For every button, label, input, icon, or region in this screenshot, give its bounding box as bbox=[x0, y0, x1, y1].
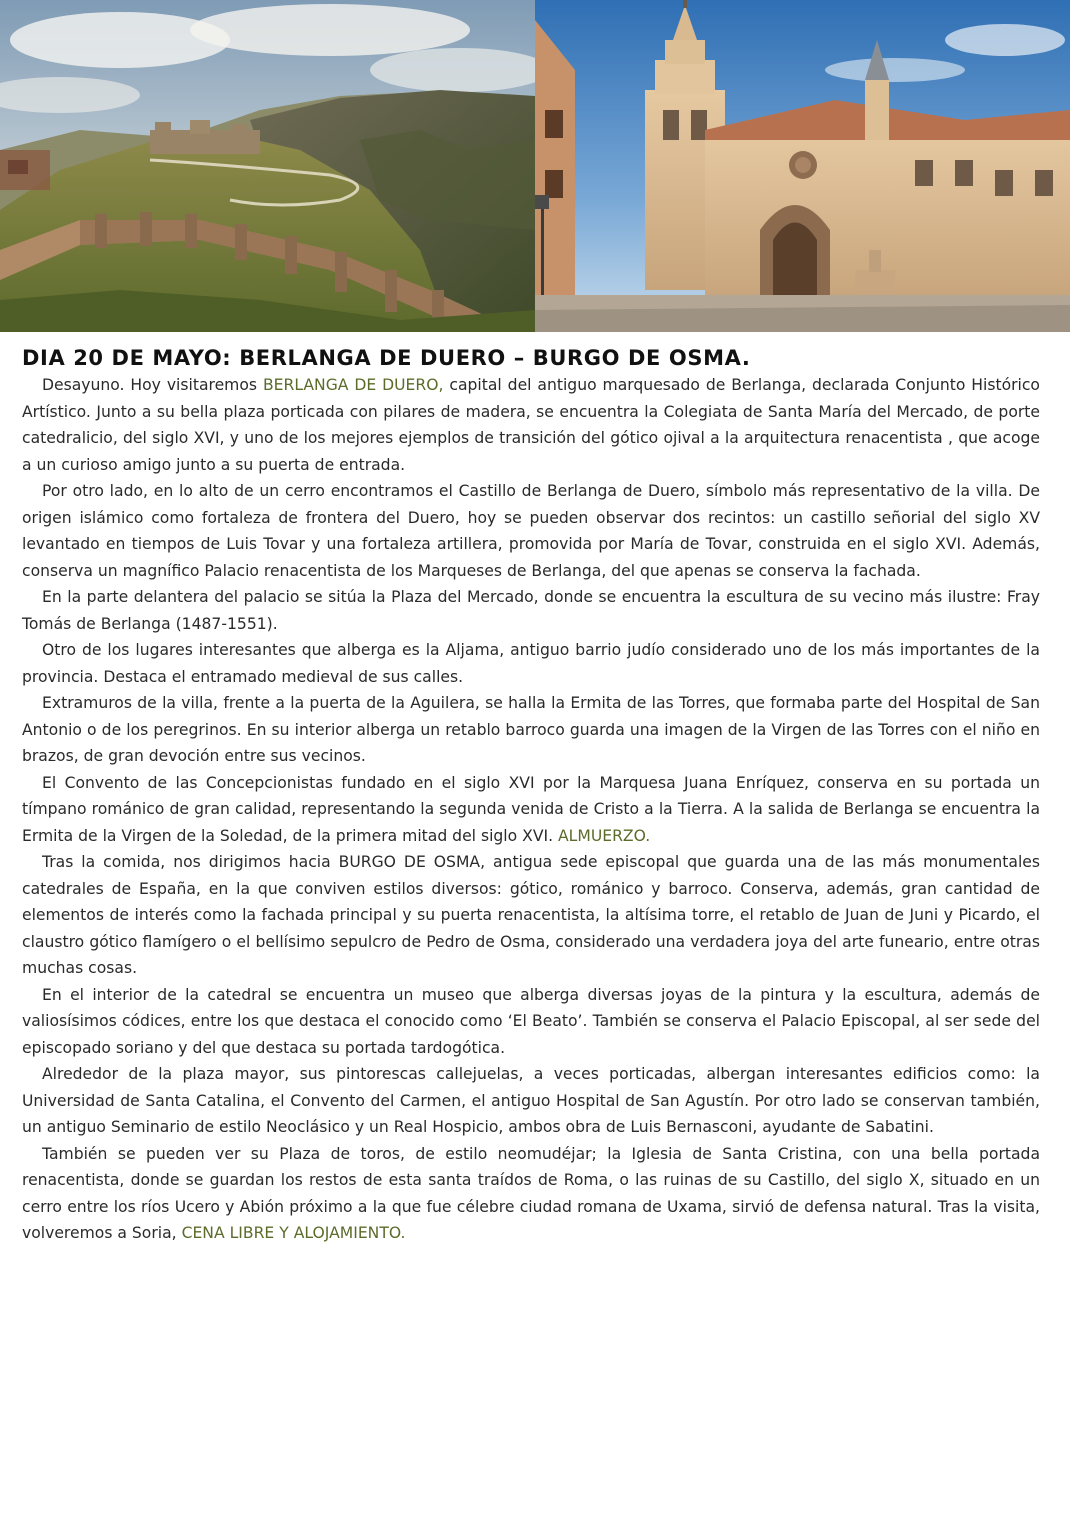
article bbox=[22, 346, 1040, 1247]
paragraph-castillo: Por otro lado, en lo alto de un cerro encontramos el Castillo de Berlanga de Duero, símbolo más representativo de la villa. De origen islámico como fortaleza de frontera del Duero, hoy se pueden observar dos recintos: un castillo señorial del siglo XV levantado en tiempos de Luis Tovar y una fortaleza artillera, promovida por María de Tovar, construida en el siglo XVI. Además, conserva un magnífico Palacio renacentista de los Marqueses de Berlanga, del que apenas se conserva la fachada. bbox=[22, 482, 1040, 580]
paragraph-convento: El Convento de las Concepcionistas fundado en el siglo XVI por la Marquesa Juana Enríquez, conserva en su portada un tímpano románico de gran calidad, representando la segunda venida de Cristo a la Tierra. A la salida de Berlanga se encuentra la Ermita de la Virgen de la Soledad, de la primera mitad del siglo XVI. ALMUERZO. bbox=[22, 773, 1040, 845]
berlanga-castle-photo bbox=[0, 0, 535, 332]
castle-landscape-illustration bbox=[0, 0, 535, 332]
paragraph-berlanga-intro: Desayuno. Hoy visitaremos BERLANGA DE DUERO, capital del antiguo marquesado de Berlanga, declarada Conjunto Histórico Artístico. Junto a su bella plaza porticada con pilares de madera, se encuentra la Colegiata de Santa María del Mercado, de porte catedralicio, del siglo XVI, y uno de los mejores ejemplos de transición del gótico ojival a la arquitectura renacentista , que acoge a un curioso amigo junto a su puerta de entrada. bbox=[22, 376, 1040, 474]
highlight-almuerzo: ALMUERZO. bbox=[558, 826, 651, 845]
highlight-berlanga: BERLANGA DE DUERO, bbox=[262, 376, 444, 394]
paragraph-aljama: Otro de los lugares interesantes que alberga es la Aljama, antiguo barrio judío considerado uno de los más importantes de la provincia. Destaca el entramado medieval de sus calles. bbox=[22, 641, 1040, 686]
paragraph-plaza-mayor: Alrededor de la plaza mayor, sus pintorescas callejuelas, a veces porticadas, albergan interesantes edificios como: la Universidad de Santa Catalina, el Convento del Carmen, el antiguo Hospital de San Agustín. Por otro lado se conservan también, un antiguo Seminario de estilo Neoclásico y un Real Hospicio, ambos obra de Luis Bernasconi, ayudante de Sabatini. bbox=[22, 1065, 1040, 1136]
paragraph-ermita-torres: Extramuros de la villa, frente a la puerta de la Aguilera, se halla la Ermita de las Torres, que formaba parte del Hospital de San Antonio o de los peregrinos. En su interior alberga un retablo barroco guarda una imagen de la Virgen de las Torres con el niño en brazos, de gran devoción entre sus vecinos. bbox=[22, 694, 1040, 765]
paragraph-museo: En el interior de la catedral se encuentra un museo que alberga diversas joyas de la pintura y la escultura, además de valiosísimos códices, entre los que destaca el conocido como ‘El Beato’. También se conserva el Palacio Episcopal, al ser sede del episcopado soriano y del que destaca su portada tardogótica. bbox=[22, 985, 1040, 1057]
day-title: DIA 20 DE MAYO: BERLANGA DE DUERO – BURGO DE OSMA. bbox=[22, 346, 751, 370]
header-photos bbox=[0, 0, 1070, 332]
paragraph-plaza-toros: También se pueden ver su Plaza de toros, de estilo neomudéjar; la Iglesia de Santa Cristina, con una bella portada renacentista, donde se guardan los restos de esta santa traídos de Roma, o las ruinas de su Castillo, del siglo X, situado en un cerro entre los ríos Ucero y Abión próximo a la que fue célebre ciudad romana de Uxama, sirvió de defensa natural. Tras la visita, volveremos a Soria, CENA LIBRE Y ALOJAMIENTO. bbox=[22, 1144, 1040, 1242]
highlight-cena: CENA LIBRE Y ALOJAMIENTO. bbox=[181, 1224, 406, 1242]
paragraph-burgo-de-osma: Tras la comida, nos dirigimos hacia BURGO DE OSMA, antigua sede episcopal que guarda una de las más monumentales catedrales de España, en la que conviven estilos diversos: gótico, románico y barroco. Conserva, además, gran cantidad de elementos de interés como la fachada principal y su puerta renacentista, la altísima torre, el retablo de Juan de Juni y Picardo, el claustro gótico flamígero o el bellísimo sepulcro de Pedro de Osma, considerado una verdadera joya del arte funeario, entre otras muchas cosas. bbox=[22, 853, 1040, 977]
paragraph-plaza-mercado: En la parte delantera del palacio se sitúa la Plaza del Mercado, donde se encuentra la escultura de su vecino más ilustre: Fray Tomás de Berlanga (1487-1551). bbox=[22, 588, 1040, 633]
burgo-de-osma-cathedral-photo bbox=[535, 0, 1070, 332]
cathedral-illustration bbox=[535, 0, 1070, 332]
